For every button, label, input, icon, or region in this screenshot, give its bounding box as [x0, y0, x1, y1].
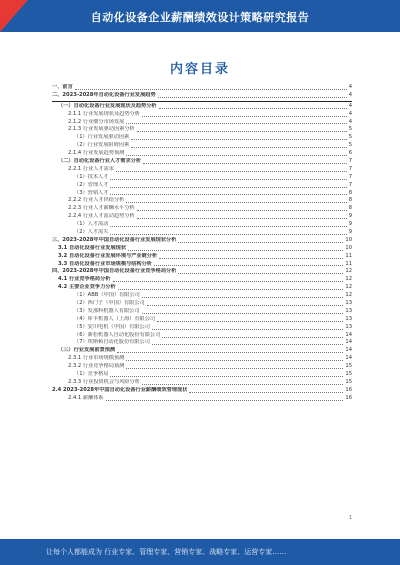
toc-entry-label: （3）发那科机器人有限公司: [74, 307, 140, 314]
toc-leader-dots: [106, 400, 344, 401]
toc-leader-dots: [113, 281, 344, 282]
toc-leader-dots: [126, 360, 343, 361]
toc-entry-page: 9: [348, 213, 352, 220]
toc-entry[interactable]: [52, 276, 352, 284]
toc-leader-dots: [131, 147, 347, 148]
toc-entry-label: （2）人才流失: [74, 229, 109, 236]
toc-entry[interactable]: [52, 213, 352, 221]
toc-entry-page: 15: [345, 371, 352, 378]
toc-entry[interactable]: [52, 300, 352, 308]
toc-entry-label: （1）ABB（中国）有限公司: [74, 292, 140, 299]
toc-entry-label: 4.2 主要企业竞争力分析: [58, 284, 116, 291]
toc-leader-dots: [137, 131, 347, 132]
toc-entry[interactable]: [52, 268, 352, 276]
toc-entry-label: 3.2 自动化设备行业发展环境与产业链分析: [58, 252, 158, 259]
toc-leader-dots: [189, 392, 343, 393]
toc-entry[interactable]: [52, 316, 352, 324]
toc-entry-page: 7: [348, 181, 352, 188]
toc-leader-dots: [131, 139, 347, 140]
toc-entry-label: 2.2.3 行业人才薪酬水平分析: [68, 205, 135, 212]
toc-leader-dots: [152, 329, 343, 330]
toc-leader-dots: [116, 171, 347, 172]
toc-entry-page: 7: [348, 173, 352, 180]
toc-leader-dots: [110, 226, 346, 227]
toc-entry-page: 4: [348, 91, 352, 98]
toc-leader-dots: [157, 321, 343, 322]
toc-entry-label: （7）埃斯顿自动化股份有限公司: [74, 339, 150, 346]
page-number: 1: [348, 515, 352, 521]
toc-entry-label: （二）自动化设备行业人才需求分析: [58, 158, 142, 164]
toc-leader-dots: [126, 123, 346, 124]
toc-entry[interactable]: [52, 292, 352, 300]
toc-entry-page: 9: [348, 229, 352, 236]
toc-entry-page: 13: [345, 307, 352, 314]
toc-entry-label: 2.4 2023-2028年中国自动化设备行业薪酬绩效管理现状: [52, 386, 188, 393]
page-header: [0, 0, 400, 32]
toc-leader-dots: [110, 179, 346, 180]
toc-entry-label: （1）竞争格局: [74, 371, 109, 378]
toc-entry-page: 16: [345, 386, 352, 393]
toc-entry[interactable]: [52, 126, 352, 134]
toc-entry[interactable]: [52, 103, 352, 111]
toc-entry-label: 2.1.2 行业细分市场发展: [68, 118, 125, 125]
toc-entry-page: 16: [345, 394, 352, 401]
toc-leader-dots: [117, 352, 343, 353]
toc-leader-dots: [142, 116, 347, 117]
toc-entry-label: 2.4.1 薪酬体系: [68, 394, 104, 401]
toc-leader-dots: [142, 384, 343, 385]
toc-entry-label: 二、2023-2028年自动化设备行业发展趋势: [52, 91, 156, 98]
toc-entry-label: 2.2.2 行业人才供给分析: [68, 197, 125, 204]
toc-entry-page: 5: [348, 126, 352, 133]
toc-entry-page: 11: [345, 260, 352, 267]
toc-entry-page: 10: [345, 236, 352, 243]
toc-entry[interactable]: [52, 84, 352, 92]
toc-entry-page: 5: [348, 134, 352, 141]
toc-entry-label: （一）自动化设备行业发展现状及趋势分析: [58, 102, 157, 109]
toc-entry-page: 10: [345, 244, 352, 251]
toc-entry[interactable]: [52, 347, 352, 355]
toc-entry-label: （1）人才流动: [74, 221, 109, 228]
toc-leader-dots: [143, 163, 347, 164]
toc-entry-page: 4: [348, 110, 352, 117]
toc-entry[interactable]: [52, 237, 352, 245]
toc-entry-page: 14: [345, 339, 352, 346]
toc-entry[interactable]: [52, 190, 352, 198]
toc-leader-dots: [154, 265, 343, 266]
toc-leader-dots: [110, 194, 346, 195]
toc-entry-page: 13: [345, 323, 352, 330]
toc-entry-page: 8: [348, 197, 352, 204]
toc-entry-label: 2.2.4 行业人才流动趋势分析: [68, 213, 135, 220]
toc-entry-page: 5: [348, 142, 352, 149]
toc-entry-page: 9: [348, 221, 352, 228]
toc-leader-dots: [147, 305, 344, 306]
toc-entry-page: 12: [345, 268, 352, 275]
toc-leader-dots: [152, 344, 343, 345]
toc-leader-dots: [126, 155, 346, 156]
toc-entry[interactable]: [52, 253, 352, 261]
toc-entry-page: 12: [345, 284, 352, 291]
toc-entry-page: 4: [348, 83, 352, 90]
toc-entry-label: 2.1.1 行业发展现状及趋势分析: [68, 110, 140, 117]
toc-leader-dots: [137, 218, 347, 219]
toc-leader-dots: [118, 289, 344, 290]
toc-entry-label: 2.3.3 行业投资机会与风险分析: [68, 378, 140, 385]
toc-entry[interactable]: [52, 158, 352, 166]
toc-entry[interactable]: [52, 395, 352, 403]
toc-entry-label: 2.3.1 行业市场规模预测: [68, 355, 125, 362]
toc-entry-label: （3）营销人才: [74, 189, 109, 196]
toc-entry-label: （2）管理人才: [74, 181, 109, 188]
toc-entry[interactable]: [52, 142, 352, 150]
toc-entry-page: 7: [348, 165, 352, 172]
toc-entry[interactable]: [52, 245, 352, 253]
toc-entry[interactable]: [52, 119, 352, 127]
toc-entry-page: 11: [345, 252, 352, 259]
toc-entry-page: 6: [348, 150, 352, 157]
toc-entry-page: 4: [348, 118, 352, 125]
toc-entry-label: 3.1 自动化设备行业发展现状: [58, 244, 127, 251]
toc-leader-dots: [159, 108, 347, 109]
toc-entry-label: 2.2.1 行业人才需求: [68, 165, 114, 172]
report-title: 自动化设备企业薪酬绩效设计策略研究报告: [90, 11, 310, 24]
toc-entry-label: （1）行业发展驱动因素: [74, 134, 130, 141]
toc-entry-page: 13: [345, 315, 352, 322]
toc-entry-label: 4.1 行业竞争格局分析: [58, 276, 111, 283]
toc-entry-label: 三、2023-2028年中国自动化设备行业发展现状分析: [52, 236, 177, 243]
toc-entry[interactable]: [52, 355, 352, 363]
toc-entry[interactable]: [52, 363, 352, 371]
toc-entry[interactable]: [52, 92, 352, 100]
toc-entry-label: （5）安川电机（中国）有限公司: [74, 323, 150, 330]
toc-leader-dots: [75, 89, 347, 90]
toc-leader-dots: [142, 313, 344, 314]
toc-entry[interactable]: [52, 111, 352, 119]
toc-entry[interactable]: [52, 284, 352, 292]
toc-entry[interactable]: [52, 371, 352, 379]
toc-entry-label: 四、2023-2028年中国自动化设备行业竞争格局分析: [52, 268, 177, 275]
toc-leader-dots: [158, 97, 347, 98]
toc-entry-page: 13: [345, 300, 352, 307]
toc-heading: 内容目录: [169, 62, 230, 77]
toc-entry[interactable]: [52, 332, 352, 340]
toc-entry-label: （2）西门子（中国）有限公司: [74, 300, 145, 307]
toc-entry[interactable]: [52, 308, 352, 316]
toc-leader-dots: [137, 210, 347, 211]
toc-entry[interactable]: [52, 205, 352, 213]
page-footer: [0, 539, 400, 565]
footer-slogan: 让每个人都能成为 行业专家、管理专家、营销专家、战略专家、运营专家……: [46, 548, 287, 556]
toc-leader-dots: [110, 234, 346, 235]
toc-entry-label: （2）行业发展阻碍因素: [74, 142, 130, 149]
toc-leader-dots: [178, 242, 343, 243]
toc-separator: [52, 101, 352, 102]
toc-entry-label: 2.1.3 行业发展驱动因素分析: [68, 126, 135, 133]
toc-leader-dots: [110, 187, 346, 188]
toc-entry-page: 15: [345, 378, 352, 385]
toc-entry-label: （6）新松机器人自动化股份有限公司: [74, 331, 161, 338]
toc-entry-page: 7: [348, 158, 352, 164]
toc-entry[interactable]: [52, 261, 352, 269]
toc-entry[interactable]: [52, 134, 352, 142]
toc-entry[interactable]: [52, 166, 352, 174]
toc-entry[interactable]: [52, 229, 352, 237]
toc-entry-page: 15: [345, 363, 352, 370]
toc-leader-dots: [126, 368, 343, 369]
toc-leader-dots: [126, 202, 346, 203]
toc-entry[interactable]: [52, 387, 352, 395]
toc-entry[interactable]: [52, 340, 352, 348]
toc-entry-page: 8: [348, 189, 352, 196]
toc-leader-dots: [110, 376, 343, 377]
toc-leader-dots: [128, 250, 343, 251]
toc-entry-label: （三）行业发展前景预测: [58, 347, 116, 354]
toc-entry[interactable]: [52, 150, 352, 158]
toc-entry[interactable]: [52, 182, 352, 190]
toc-leader-dots: [178, 273, 343, 274]
toc-leader-dots: [159, 258, 343, 259]
toc-entry[interactable]: [52, 324, 352, 332]
toc-entry-page: 8: [348, 205, 352, 212]
toc-entry-label: 2.1.4 行业发展趋势预测: [68, 150, 125, 157]
toc-leader-dots: [142, 297, 344, 298]
toc-entry-page: 12: [345, 292, 352, 299]
toc-entry-page: 14: [345, 331, 352, 338]
toc-entry-label: 2.3.2 行业竞争格局预测: [68, 363, 125, 370]
toc-entry[interactable]: [52, 197, 352, 205]
toc-entry-label: （4）库卡机器人（上海）有限公司: [74, 315, 156, 322]
table-of-contents: [52, 84, 352, 403]
toc-entry-label: 一、前言: [52, 83, 73, 90]
toc-leader-dots: [162, 337, 343, 338]
toc-entry[interactable]: [52, 221, 352, 229]
toc-entry-page: 14: [345, 347, 352, 354]
toc-entry[interactable]: [52, 174, 352, 182]
toc-entry-label: （1）技术人才: [74, 173, 109, 180]
toc-entry-page: 4: [348, 102, 352, 109]
toc-entry-label: 3.3 自动化设备行业市场规模与结构分析: [58, 260, 152, 267]
toc-entry-page: 12: [345, 276, 352, 283]
toc-entry[interactable]: [52, 379, 352, 387]
toc-entry-page: 14: [345, 355, 352, 362]
